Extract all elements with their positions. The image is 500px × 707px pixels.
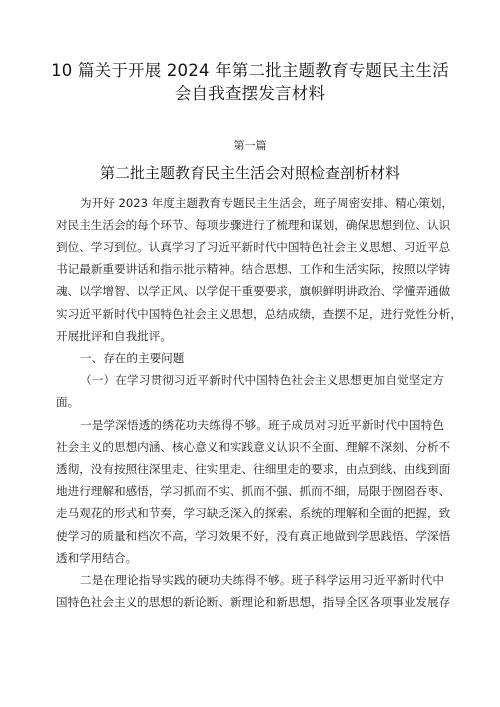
section-title: 第二批主题教育民主生活会对照检查剖析材料 bbox=[99, 164, 400, 182]
body-text-line: 透彻，没有按照往深里走、往实里走、往细里走的要求，由点到线、由线到面 bbox=[56, 461, 451, 476]
section-label: 第一篇 bbox=[233, 139, 267, 152]
document-title-line: 10 篇关于开展 2024 年第二批主题教育专题民主生活 bbox=[51, 61, 449, 80]
body-text-line: 地进行理解和感悟，学习抓而不实、抓而不强、抓而不细，局限于囫囵吞枣、 bbox=[56, 484, 451, 499]
body-text-line: 一、存在的主要问题 bbox=[80, 350, 185, 365]
body-text-line: 面。 bbox=[56, 395, 80, 410]
body-text-line: 为开好 2023 年度主题教育专题民主生活会，班子周密安排、精心策划， bbox=[80, 195, 454, 210]
body-text-line: 书记最新重要讲话和指示批示精神。结合思想、工作和生活实际，按照以学铸 bbox=[56, 262, 451, 277]
body-text-line: 开展批评和自我批评。 bbox=[56, 328, 172, 343]
body-text-line: 二是在理论指导实践的硬功夫练得不够。班子科学运用习近平新时代中 bbox=[80, 572, 444, 587]
body-text-line: 魂、以学增智、以学正风、以学促干重要要求，旗帜鲜明讲政治、学懂弄通做 bbox=[56, 284, 451, 299]
body-text-line: （一）在学习贯彻习近平新时代中国特色社会主义思想更加自觉坚定方 bbox=[80, 373, 444, 388]
body-text-line: 国特色社会主义的思想的新论断、新理论和新思想，指导全区各项事业发展存 bbox=[56, 595, 451, 610]
body-text-line: 使学习的质量和档次不高，学习效果不好，没有真正地做到学思践悟、学深悟 bbox=[56, 528, 451, 543]
body-text-line: 实习近平新时代中国特色社会主义思想，总结成绩，查摆不足，进行党性分析， bbox=[56, 306, 462, 321]
body-text-line: 社会主义的思想内涵、核心意义和实践意义认识不全面、理解不深刻、分析不 bbox=[56, 439, 451, 454]
body-text-line: 透和学用结合。 bbox=[56, 550, 138, 565]
body-text-line: 对民主生活会的每个环节、每项步骤进行了梳理和谋划，确保思想到位、认识 bbox=[56, 217, 451, 232]
body-text-line: 走马观花的形式和节奏，学习缺乏深入的探索、系统的理解和全面的把握，致 bbox=[56, 506, 451, 521]
document-title-line: 会自我查摆发言材料 bbox=[174, 84, 326, 103]
body-text-line: 一是学深悟透的绣花功夫练得不够。班子成员对习近平新时代中国特色 bbox=[80, 417, 444, 432]
body-text-line: 到位、学习到位。认真学习了习近平新时代中国特色社会主义思想、习近平总 bbox=[56, 239, 451, 254]
